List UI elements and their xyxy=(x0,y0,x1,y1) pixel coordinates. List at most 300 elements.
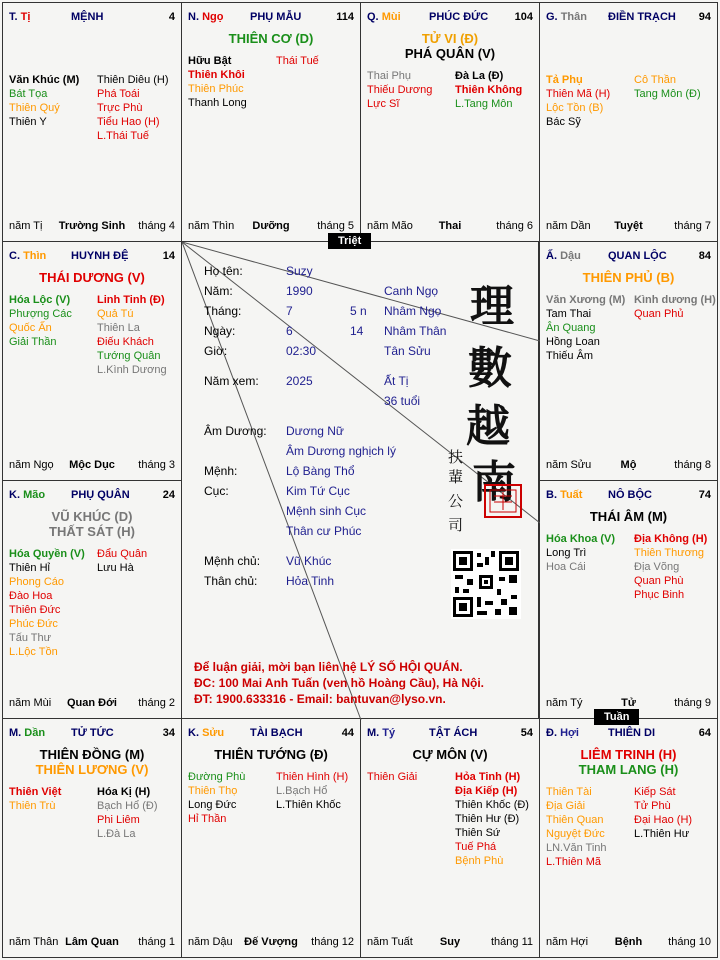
year-label: năm Dậu xyxy=(188,936,233,948)
palace-name: HUYNH ĐỆ xyxy=(71,250,129,262)
minor-star: Long Trì xyxy=(546,547,587,559)
minor-star: Phi Liêm xyxy=(97,814,140,826)
minor-star: Phá Toái xyxy=(97,88,140,100)
minor-star: Thiên La xyxy=(97,322,140,334)
palace-footer xyxy=(361,936,539,949)
palace-number: 94 xyxy=(698,11,711,23)
contact-line-1: Để luận giải, mời bạn liên hệ LÝ SỐ HỘI QUÁN. xyxy=(194,660,463,674)
minor-star: Hỉ Thần xyxy=(188,813,227,825)
minor-star: Thiếu Dương xyxy=(367,84,433,96)
calligraphy-char-3: 越 xyxy=(466,401,510,452)
minor-star: Địa Võng xyxy=(634,561,680,573)
minor-star: Thiên Hư (Đ) xyxy=(455,813,520,825)
main-stars xyxy=(540,747,717,777)
palace-number: 44 xyxy=(341,727,354,739)
main-star: LIÊM TRINH (H) xyxy=(580,747,677,762)
palace-number: 64 xyxy=(698,727,711,739)
minor-star: Văn Xương (M) xyxy=(546,294,626,306)
main-stars xyxy=(540,509,717,524)
branch-name: Tị xyxy=(20,11,31,23)
main-star: THÁI DƯƠNG (V) xyxy=(39,270,145,285)
minor-star: Hữu Bật xyxy=(188,55,232,67)
palace-header xyxy=(3,489,181,503)
main-star: TỬ VI (Đ) xyxy=(421,31,479,46)
minor-star: Thiên Y xyxy=(9,116,47,128)
minor-star: Tang Môn (Đ) xyxy=(634,88,701,100)
minor-star: Quả Tú xyxy=(97,308,134,320)
palace-footer xyxy=(182,936,360,949)
minor-star: Thanh Long xyxy=(188,97,247,109)
minor-star: Thiên Hình (H) xyxy=(276,771,349,783)
minor-star: Thiên Giải xyxy=(367,771,418,783)
year-label: năm Mão xyxy=(367,220,413,232)
minor-star: Kiếp Sát xyxy=(634,786,676,798)
minor-star: Thiên Khốc (Đ) xyxy=(455,799,529,811)
ngay-extra: 14 xyxy=(350,324,364,338)
minor-star: Tấu Thư xyxy=(9,632,52,644)
menh-label: Mệnh: xyxy=(204,464,238,478)
palace-quan-loc[interactable] xyxy=(539,241,718,481)
month-label: tháng 9 xyxy=(674,697,711,709)
year-label: năm Dần xyxy=(546,220,591,232)
minor-star: Kình dương (H) xyxy=(634,294,716,306)
than-chu-label: Thân chủ: xyxy=(204,574,258,588)
cuc-value: Kim Tứ Cục xyxy=(286,484,350,498)
branch-prefix: M. xyxy=(367,727,380,739)
main-stars xyxy=(3,270,181,285)
minor-star: L.Lộc Tồn xyxy=(9,646,58,658)
branch-name: Thân xyxy=(560,11,587,23)
left-stars-column xyxy=(546,532,615,574)
branch-prefix: C. xyxy=(9,250,20,262)
cycle-stage: Suy xyxy=(439,936,461,948)
main-stars xyxy=(182,747,360,762)
palace-header xyxy=(182,727,360,741)
calligraphy-char-2: 數 xyxy=(468,343,512,394)
year-label: năm Tuất xyxy=(367,936,413,948)
contact-line-2: ĐC: 100 Mai Anh Tuấn (ven hồ Hoàng Cầu), Hà Nội. xyxy=(194,676,485,690)
minor-star: Thiên Trù xyxy=(9,800,56,812)
cycle-stage: Trường Sinh xyxy=(58,220,126,232)
year-label: năm Hợi xyxy=(546,936,589,948)
minor-star: Tả Phụ xyxy=(546,74,583,86)
palace-phuc-duc[interactable] xyxy=(360,2,540,242)
month-label: tháng 6 xyxy=(496,220,533,232)
minor-star: Địa Kiếp (H) xyxy=(455,785,518,797)
minor-star: Phúc Đức xyxy=(9,618,58,630)
month-label: tháng 10 xyxy=(668,936,711,948)
gio-value: 02:30 xyxy=(286,344,317,358)
palace-no-boc[interactable] xyxy=(539,480,718,719)
minor-star: Thiên Quan xyxy=(546,814,604,826)
palace-branch xyxy=(367,727,395,739)
minor-star: Thiên Tài xyxy=(546,786,592,798)
main-stars xyxy=(3,509,181,539)
am-duong-label: Âm Dương: xyxy=(204,424,267,438)
menh-value: Lộ Bàng Thổ xyxy=(286,464,355,478)
palace-branch xyxy=(546,727,579,739)
minor-star: Bạch Hổ (Đ) xyxy=(97,800,158,812)
minor-star: Đà La (Đ) xyxy=(455,70,504,82)
minor-star: Thiên Thương xyxy=(634,547,705,559)
year-label: năm Tý xyxy=(546,697,583,709)
nam-can-chi: Canh Ngọ xyxy=(384,284,439,298)
palace-huynh-de[interactable] xyxy=(2,241,182,481)
thang-value: 7 xyxy=(286,304,293,318)
year-label: năm Ngọ xyxy=(9,459,54,471)
palace-branch xyxy=(367,11,401,23)
palace-branch xyxy=(9,489,45,501)
tuan-tag: Tuần xyxy=(594,709,639,725)
minor-star: Hóa Kị (H) xyxy=(97,786,151,798)
main-star: THIÊN TƯỚNG (Đ) xyxy=(214,747,328,762)
minor-star: Bát Tọa xyxy=(9,88,48,100)
branch-name: Ngọ xyxy=(202,11,224,23)
branch-name: Dậu xyxy=(560,250,581,262)
cycle-stage: Mộ xyxy=(620,459,637,471)
minor-star: Thiên Mã (H) xyxy=(546,88,611,100)
year-label: năm Thân xyxy=(9,936,59,948)
palace-number: 14 xyxy=(162,250,175,262)
minor-star: Giải Thần xyxy=(9,336,57,348)
branch-prefix: N. xyxy=(188,11,199,23)
minor-star: Cô Thần xyxy=(634,74,676,86)
left-stars-column xyxy=(188,770,245,826)
palace-header xyxy=(540,250,717,264)
palace-branch xyxy=(9,727,45,739)
palace-name: THIÊN DI xyxy=(608,727,656,739)
left-stars-column xyxy=(546,293,625,363)
left-stars-column xyxy=(9,785,61,813)
main-star: THIÊN LƯƠNG (V) xyxy=(35,762,149,777)
branch-prefix: Q. xyxy=(367,11,379,23)
palace-tu-tuc[interactable] xyxy=(2,718,182,958)
palace-branch xyxy=(9,11,30,23)
palace-branch xyxy=(546,489,582,501)
palace-footer xyxy=(3,697,181,710)
than-chu-value: Hỏa Tinh xyxy=(286,574,335,588)
main-stars xyxy=(3,747,181,777)
minor-star: L.Kình Dương xyxy=(97,364,167,376)
palace-footer xyxy=(540,459,717,472)
year-label: năm Mùi xyxy=(9,697,52,709)
minor-star: Nguyệt Đức xyxy=(546,828,605,840)
minor-star: Lực Sĩ xyxy=(367,98,400,110)
branch-prefix: T. xyxy=(9,11,18,23)
right-stars-column xyxy=(97,785,158,841)
main-star: THIÊN PHỦ (B) xyxy=(582,270,675,285)
cycle-stage: Đế Vượng xyxy=(244,936,298,948)
palace-menh[interactable] xyxy=(2,2,182,242)
palace-name: TỬ TỨC xyxy=(71,727,114,739)
cuc-label: Cục: xyxy=(204,484,229,498)
right-stars-column xyxy=(634,293,716,321)
month-label: tháng 7 xyxy=(674,220,711,232)
branch-name: Tý xyxy=(382,727,396,739)
year-label: năm Sửu xyxy=(546,459,592,471)
nam-xem-label: Năm xem: xyxy=(204,374,259,388)
menh-chu-label: Mệnh chủ: xyxy=(204,554,261,568)
palace-tat-ach[interactable] xyxy=(360,718,540,958)
month-label: tháng 3 xyxy=(138,459,175,471)
main-star: THIÊN ĐỒNG (M) xyxy=(39,747,145,762)
nam-xem-can-chi: Ất Tị xyxy=(384,374,409,388)
cycle-stage: Quan Đới xyxy=(67,697,117,709)
ngay-can-chi: Nhâm Thân xyxy=(384,324,447,338)
minor-star: L.Thái Tuế xyxy=(97,130,149,142)
minor-star: LN.Văn Tinh xyxy=(546,842,607,854)
minor-star: Quan Phủ xyxy=(634,308,684,320)
minor-star: Thiên Sứ xyxy=(455,827,501,839)
palace-branch xyxy=(188,727,224,739)
minor-star: Tiểu Hao (H) xyxy=(97,116,160,128)
palace-tai-bach[interactable] xyxy=(181,718,361,958)
branch-name: Sửu xyxy=(202,727,225,739)
right-stars-column xyxy=(634,73,701,101)
left-stars-column xyxy=(9,73,79,129)
right-stars-column xyxy=(276,54,319,68)
left-stars-column xyxy=(367,770,417,784)
main-star: CỰ MÔN (V) xyxy=(412,747,488,762)
minor-star: Đào Hoa xyxy=(9,590,53,602)
minor-star: Lưu Hà xyxy=(97,562,134,574)
nam-value: 1990 xyxy=(286,284,313,298)
palace-branch xyxy=(546,250,581,262)
palace-name: PHỤ QUÂN xyxy=(71,489,130,501)
palace-footer xyxy=(540,936,717,949)
palace-footer xyxy=(3,220,181,233)
branch-prefix: K. xyxy=(9,489,20,501)
cycle-stage: Tử xyxy=(621,697,636,709)
year-label: năm Tị xyxy=(9,220,43,232)
month-label: tháng 8 xyxy=(674,459,711,471)
minor-star: Phong Cáo xyxy=(9,576,65,588)
branch-prefix: K. xyxy=(188,727,199,739)
right-stars-column xyxy=(455,770,529,868)
palace-branch xyxy=(546,11,587,23)
minor-star: Đường Phù xyxy=(188,771,246,783)
palace-header xyxy=(540,489,717,503)
ho-ten-value: Suzy xyxy=(286,264,313,278)
main-star: THÁI ÂM (M) xyxy=(589,509,668,524)
cycle-stage: Tuyệt xyxy=(614,220,643,232)
minor-star: Hồng Loan xyxy=(546,336,600,348)
main-star: VŨ KHÚC (D) xyxy=(51,509,133,524)
palace-name: TẬT ÁCH xyxy=(429,727,478,739)
right-stars-column xyxy=(97,293,167,377)
palace-number: 104 xyxy=(514,11,533,23)
red-seal-stamp xyxy=(484,484,522,518)
palace-name: TÀI BẠCH xyxy=(250,727,303,739)
main-star: THẤT SÁT (H) xyxy=(49,524,135,539)
center-info-panel xyxy=(181,241,539,719)
right-stars-column xyxy=(276,770,348,812)
cuc-note-2: Thân cư Phúc xyxy=(286,524,362,538)
minor-star: Thiên Khôi xyxy=(188,69,245,81)
palace-number: 24 xyxy=(162,489,175,501)
month-label: tháng 2 xyxy=(138,697,175,709)
branch-name: Mão xyxy=(23,489,46,501)
right-stars-column xyxy=(455,69,522,111)
cuc-note-1: Mệnh sinh Cục xyxy=(286,504,367,518)
branch-name: Thìn xyxy=(23,250,47,262)
left-stars-column xyxy=(9,547,85,659)
minor-star: Văn Khúc (M) xyxy=(9,74,80,86)
palace-footer xyxy=(3,936,181,949)
palace-thien-di[interactable] xyxy=(539,718,718,958)
main-star: PHÁ QUÂN (V) xyxy=(404,46,496,61)
minor-star: L.Tang Môn xyxy=(455,98,513,110)
palace-number: 114 xyxy=(336,11,354,23)
palace-header xyxy=(3,727,181,741)
minor-star: Tam Thai xyxy=(546,308,592,320)
menh-chu-value: Vũ Khúc xyxy=(286,554,332,568)
small-char-4: 司 xyxy=(448,516,464,534)
minor-star: Tử Phù xyxy=(634,800,671,812)
cycle-stage: Bệnh xyxy=(614,936,643,948)
small-char-2: 輩 xyxy=(448,468,464,486)
minor-star: Quốc Ấn xyxy=(9,322,52,334)
minor-star: Thiên Việt xyxy=(9,786,62,798)
minor-star: Tướng Quân xyxy=(97,350,161,362)
small-char-1: 扶 xyxy=(448,448,464,466)
minor-star: Đại Hao (H) xyxy=(634,814,693,826)
branch-prefix: M. xyxy=(9,727,22,739)
ngay-label: Ngày: xyxy=(204,324,236,338)
palace-phu-quan[interactable] xyxy=(2,480,182,719)
minor-star: Thiên Không xyxy=(455,84,523,96)
palace-branch xyxy=(188,11,223,23)
minor-star: L.Đà La xyxy=(97,828,136,840)
palace-number: 74 xyxy=(698,489,711,501)
month-label: tháng 5 xyxy=(317,220,354,232)
palace-footer xyxy=(361,220,539,233)
minor-star: Linh Tinh (Đ) xyxy=(97,294,165,306)
branch-prefix: G. xyxy=(546,11,558,23)
minor-star: Thiếu Âm xyxy=(546,350,594,362)
month-label: tháng 1 xyxy=(138,936,175,948)
palace-footer xyxy=(3,459,181,472)
qr-code[interactable] xyxy=(451,549,521,619)
ngay-value: 6 xyxy=(286,324,293,338)
right-stars-column xyxy=(97,73,169,143)
minor-star: L.Thiên Hư xyxy=(634,828,690,840)
palace-name: PHỤ MẪU xyxy=(250,11,302,23)
palace-header xyxy=(3,11,181,25)
calligraphy-char-4: 南 xyxy=(472,457,516,508)
minor-star: Lộc Tồn (B) xyxy=(546,102,604,114)
main-stars xyxy=(540,270,717,285)
branch-name: Mùi xyxy=(381,11,401,23)
branch-name: Hợi xyxy=(560,727,579,739)
minor-star: Địa Không (H) xyxy=(634,533,708,545)
minor-star: Thiên Hỉ xyxy=(9,562,50,574)
thang-label: Tháng: xyxy=(204,304,242,318)
left-stars-column xyxy=(546,73,610,129)
branch-prefix: B. xyxy=(546,489,557,501)
minor-star: Bệnh Phù xyxy=(455,855,504,867)
nam-label: Năm: xyxy=(204,284,233,298)
nam-xem-value: 2025 xyxy=(286,374,313,388)
left-stars-column xyxy=(546,785,607,869)
minor-star: Thiên Thọ xyxy=(188,785,238,797)
cycle-stage: Dưỡng xyxy=(252,220,290,232)
gio-label: Giờ: xyxy=(204,344,228,358)
cycle-stage: Thai xyxy=(438,220,462,232)
palace-header xyxy=(540,727,717,741)
main-stars xyxy=(361,31,539,61)
palace-number: 54 xyxy=(520,727,533,739)
year-label: năm Thìn xyxy=(188,220,235,232)
minor-star: Hỏa Tinh (H) xyxy=(455,771,521,783)
branch-prefix: Ấ. xyxy=(546,250,557,262)
am-duong-note: Âm Dương nghịch lý xyxy=(286,444,396,458)
branch-name: Tuất xyxy=(560,489,583,501)
palace-name: ĐIỀN TRẠCH xyxy=(608,11,676,23)
palace-header xyxy=(3,250,181,264)
month-label: tháng 11 xyxy=(490,936,533,948)
minor-star: Trực Phù xyxy=(97,102,143,114)
minor-star: Hóa Lộc (V) xyxy=(9,294,71,306)
minor-star: Long Đức xyxy=(188,799,237,811)
main-stars xyxy=(361,747,539,762)
branch-prefix: Đ. xyxy=(546,727,557,739)
right-stars-column xyxy=(634,785,692,841)
cycle-stage: Mộc Dục xyxy=(69,459,115,471)
main-stars xyxy=(182,31,360,46)
right-stars-column xyxy=(634,532,707,602)
minor-star: Thiên Phúc xyxy=(188,83,244,95)
palace-name: NÔ BỘC xyxy=(608,489,652,501)
main-star: THAM LANG (H) xyxy=(578,762,679,777)
minor-star: Hóa Quyền (V) xyxy=(9,548,85,560)
contact-line-3[interactable]: ĐT: 1900.633316 - Email: bantuvan@lyso.vn. xyxy=(194,692,446,706)
minor-star: Thai Phụ xyxy=(367,70,412,82)
minor-star: Quan Phù xyxy=(634,575,684,587)
palace-footer xyxy=(540,220,717,233)
calligraphy-char-1: 理 xyxy=(470,281,514,332)
palace-name: MỆNH xyxy=(71,11,104,23)
minor-star: L.Thiên Mã xyxy=(546,856,602,868)
small-char-3: 公 xyxy=(448,492,464,510)
minor-star: Bác Sỹ xyxy=(546,116,581,128)
palace-number: 34 xyxy=(162,727,175,739)
palace-header xyxy=(540,11,717,25)
palace-number: 84 xyxy=(698,250,711,262)
thang-extra: 5 n xyxy=(350,304,367,318)
palace-dien-trach[interactable] xyxy=(539,2,718,242)
palace-phu-mau[interactable] xyxy=(181,2,361,242)
minor-star: Tuế Phá xyxy=(455,841,497,853)
triet-tag: Triệt xyxy=(328,233,371,249)
minor-star: Phục Binh xyxy=(634,589,685,601)
minor-star: Thiên Đức xyxy=(9,604,61,616)
tuoi-value: 36 tuổi xyxy=(384,394,421,408)
minor-star: Phượng Các xyxy=(9,308,72,320)
ho-ten-label: Họ tên: xyxy=(204,264,243,278)
palace-header xyxy=(361,11,539,25)
minor-star: L.Bạch Hổ xyxy=(276,785,328,797)
minor-star: Ân Quang xyxy=(546,322,596,334)
thang-can-chi: Nhâm Ngọ xyxy=(384,304,442,318)
cycle-stage: Lâm Quan xyxy=(65,936,119,948)
palace-branch xyxy=(9,250,46,262)
month-label: tháng 4 xyxy=(138,220,175,232)
minor-star: L.Thiên Khốc xyxy=(276,799,341,811)
minor-star: Điếu Khách xyxy=(97,336,154,348)
palace-header xyxy=(182,11,360,25)
minor-star: Thiên Quý xyxy=(9,102,60,114)
